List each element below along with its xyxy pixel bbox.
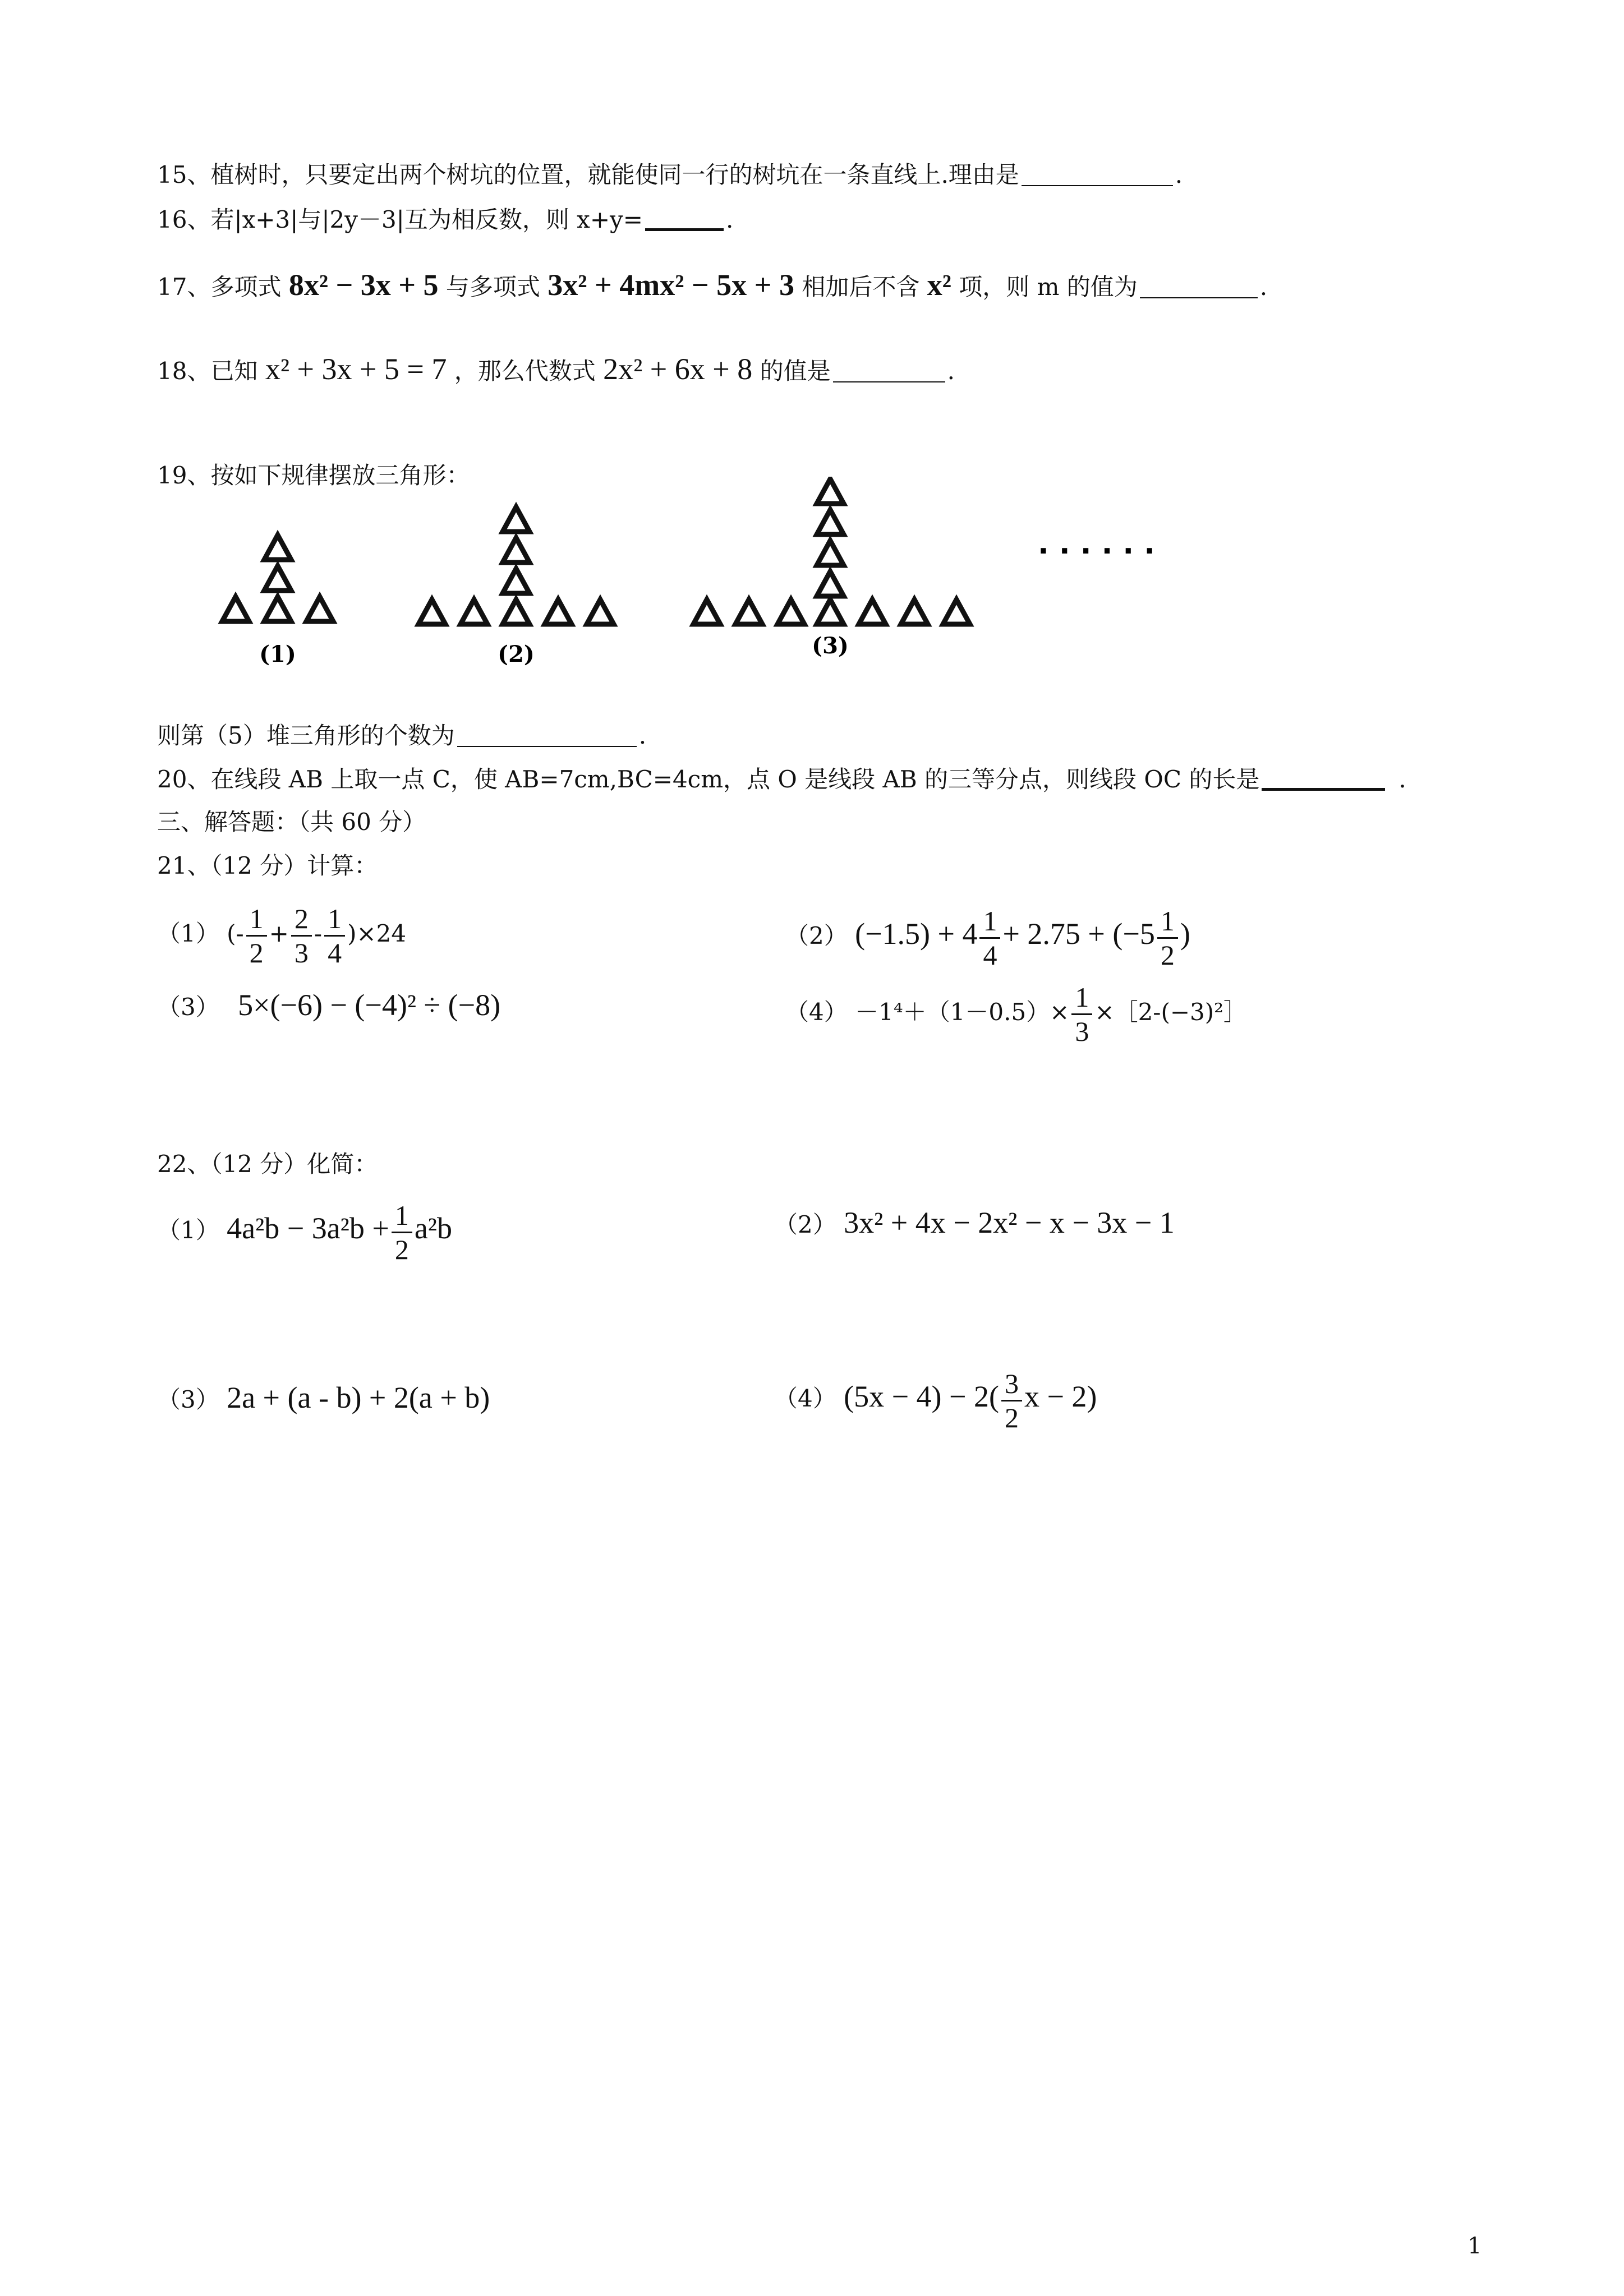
fraction-one-third: $\frac{1}{3}$ — [1071, 981, 1092, 1048]
fraction-one-half: $\frac{1}{2}$ — [1157, 905, 1178, 971]
part-label: （4） — [785, 998, 848, 1026]
triangle-pile-2 — [418, 507, 614, 624]
expr-a: 4a²b − 3a²b + — [227, 1211, 389, 1245]
question-18-suffix: 的值是 — [760, 357, 831, 385]
part-label: （2） — [785, 922, 848, 949]
section-3-title: 三、解答题：（共 60 分） — [157, 808, 426, 836]
triangle-pattern-figure — [208, 477, 1161, 684]
fraction-three-halves: $\frac{3}{2}$ — [1001, 1367, 1022, 1434]
expression: 2a + (a - b) + 2(a + b) — [227, 1381, 490, 1414]
answer-blank[interactable] — [645, 204, 724, 231]
fraction-one-half: $\frac{1}{2}$ — [392, 1199, 412, 1266]
question-17-mid2: 相加后不含 — [802, 273, 920, 301]
expr-a: (−1.5) + 4 — [855, 917, 978, 951]
minus-sign: - — [314, 920, 323, 947]
answer-blank[interactable] — [1140, 273, 1258, 298]
triangle-pile-3 — [693, 479, 970, 624]
question-16-text: 16、若|x+3|与|2y－3|互为相反数，则 x+y= — [157, 206, 643, 233]
q22-part-4 — [774, 1360, 1097, 1433]
part-label: （2） — [774, 1211, 836, 1238]
question-17-suffix: 项，则 m 的值为 — [959, 273, 1138, 301]
expr-b: + 2.75 + (−5 — [1002, 917, 1155, 951]
fraction-two-thirds: $\frac{2}{3}$ — [291, 902, 312, 969]
question-17-prefix: 17、多项式 — [157, 273, 282, 301]
period: . — [1259, 273, 1268, 301]
answer-blank[interactable] — [1262, 763, 1385, 791]
question-21-title: 21、（12 分）计算： — [157, 852, 378, 879]
q21-part-2 — [785, 897, 1190, 970]
question-15-text: 15、植树时，只要定出两个树坑的位置，就能使同一行的树坑在一条直线上.理由是 — [157, 161, 1019, 188]
question-19-text: 19、按如下规律摆放三角形： — [157, 462, 470, 489]
fraction-one-half: $\frac{1}{2}$ — [246, 902, 267, 969]
expr-a: －1⁴＋（1－0.5）× — [855, 998, 1070, 1026]
figure-label-3: (3) — [812, 633, 849, 659]
question-22-title: 22、（12 分）化简： — [157, 1150, 378, 1178]
polynomial-1: 8x² − 3x + 5 — [288, 268, 439, 302]
question-19-answer-text: 则第（5）堆三角形的个数为 — [157, 722, 455, 749]
expression: 2x² + 6x + 8 — [603, 352, 753, 386]
expression: 3x² + 4x − 2x² − x − 3x − 1 — [844, 1206, 1175, 1239]
term-x-squared: x² — [927, 268, 951, 302]
part-label: （3） — [157, 993, 219, 1021]
question-20 — [157, 763, 1406, 796]
question-18 — [157, 352, 955, 388]
fraction-one-quarter: $\frac{1}{4}$ — [324, 902, 345, 969]
open-paren: (- — [227, 920, 244, 947]
part-label: （1） — [157, 1216, 219, 1244]
triangle-pile-1 — [222, 535, 333, 621]
answer-blank[interactable] — [1022, 160, 1173, 186]
polynomial-2: 3x² + 4mx² − 5x + 3 — [548, 268, 794, 302]
plus-sign: + — [269, 920, 289, 947]
question-17-mid: 与多项式 — [445, 273, 540, 301]
figure-label-1: (1) — [259, 641, 296, 667]
q21-part-1 — [157, 897, 406, 970]
question-16 — [157, 203, 733, 237]
figure-label-2: (2) — [498, 641, 535, 667]
period: . — [1175, 161, 1183, 188]
question-18-prefix: 18、已知 — [157, 357, 258, 385]
question-18-mid: ，那么代数式 — [454, 357, 596, 385]
q21-part-3 — [157, 988, 500, 1024]
part-label: （1） — [157, 920, 219, 947]
q21-part-4 — [785, 976, 1247, 1049]
expression: 5×(−6) − (−4)² ÷ (−8) — [238, 988, 501, 1022]
period: . — [1398, 766, 1406, 793]
ellipsis: · · · · · · — [1038, 534, 1156, 568]
fraction-one-quarter: $\frac{1}{4}$ — [979, 905, 1000, 971]
q22-part-1 — [157, 1192, 452, 1265]
q22-part-2 — [774, 1206, 1175, 1242]
question-15 — [157, 158, 1183, 192]
question-17 — [157, 268, 1267, 304]
expr-b: x − 2) — [1024, 1380, 1097, 1413]
expr-b: ×［2-(−3)²］ — [1094, 998, 1248, 1026]
period: . — [725, 206, 734, 233]
equation: x² + 3x + 5 = 7 — [265, 352, 447, 386]
expr-b: a²b — [414, 1211, 452, 1245]
question-19-answer — [157, 719, 646, 753]
question-20-text: 20、在线段 AB 上取一点 C，使 AB=7cm,BC=4cm，点 O 是线段 AB 的三等分点，则线段 OC 的长是 — [157, 766, 1260, 793]
part-label: （3） — [157, 1386, 219, 1413]
answer-blank[interactable] — [833, 357, 945, 382]
expr-a: (5x − 4) − 2( — [844, 1380, 999, 1413]
part-label: （4） — [774, 1385, 836, 1412]
close-times-24: )×24 — [347, 920, 407, 947]
period: . — [947, 357, 955, 385]
answer-blank[interactable] — [457, 721, 637, 747]
page-number: 1 — [1467, 2233, 1482, 2259]
expr-c: ) — [1180, 917, 1190, 951]
q22-part-3 — [157, 1381, 490, 1417]
period: . — [638, 722, 647, 749]
